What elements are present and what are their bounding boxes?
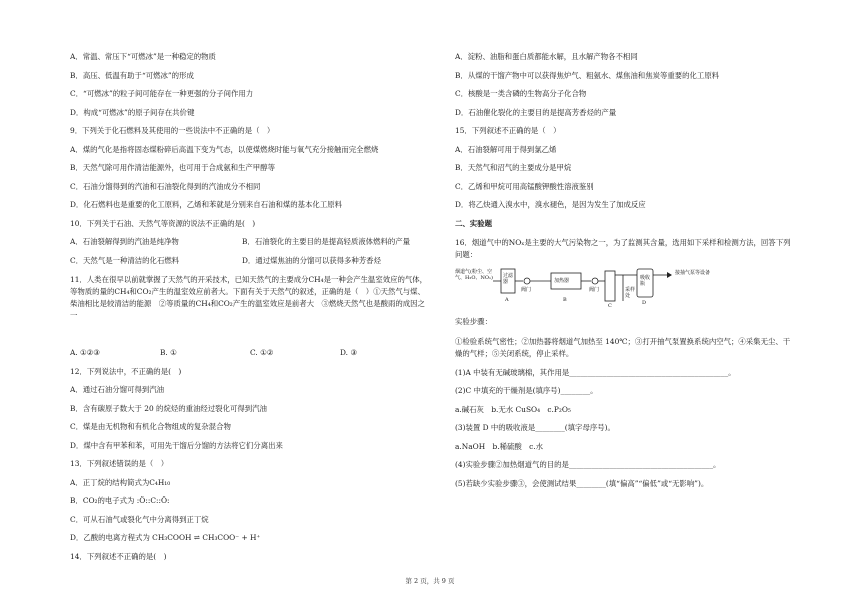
q10-stem: 10．下列关于石油、天然气等资源的说法不正确的是( ) — [70, 218, 256, 228]
q16-part-2-options: a.碱石灰 b.无水 CuSO₄ c.P₂O₅ — [455, 404, 571, 414]
q8-option-c: C．“可燃冰”的粒子间可能存在一种更强的分子间作用力 — [70, 89, 254, 98]
q13-option-c: C．可从石油气或裂化气中分离得到正丁烷 — [70, 514, 209, 524]
right-column — [455, 52, 795, 497]
q11-stem: 11．人类在很早以前就掌握了天然气的开采技术，已知天然气的主要成分CH₄是一种会产生温室效应的气体，等物质的量的CH₄和CO₂产生的温室效应前者大。下面有关于天然气的叙述，正确的是（ ）①天然气与煤、柴油相比是较清洁的能源 ②等质量的CH₄和CO₂产生的温室效应是前者大 ③燃烧天然气也是酸雨的成因之一 — [70, 275, 428, 320]
diagram-heater-label: 加热器 — [554, 278, 570, 284]
q16-part-3: (3)装置 D 中的吸收液是________(填字母序号)。 — [455, 423, 615, 432]
q11-option-a: A. ①②③ — [70, 348, 100, 357]
section-heading: 二、实验题 — [455, 218, 492, 228]
q12-option-a: A．通过石油分馏可得到汽油 — [70, 385, 165, 394]
diagram-gas-label: 烟道气(粉尘、空气、H₂O、NOₓ) — [455, 269, 494, 281]
page-footer: 第 2 页，共 9 页 — [405, 577, 455, 585]
q16-part-2: (2)C 中填充的干燥剂是(填序号)________。 — [455, 386, 598, 395]
q10-option-d: D．通过煤焦油的分馏可以获得多种芳香烃 — [242, 255, 381, 265]
diagram-sampling-label: 采样处 — [625, 287, 636, 299]
diagram-valve-2-label: 阀门 — [589, 287, 600, 293]
q14-stem: 14．下列叙述不正确的是( ) — [70, 551, 167, 561]
q14-option-c: C．核酸是一类含磷的生物高分子化合物 — [455, 89, 587, 98]
apparatus-diagram — [455, 265, 795, 311]
q9-stem: 9．下列关于化石燃料及其使用的一些说法中不正确的是（ ） — [70, 126, 275, 135]
q15-option-c: C．乙烯和甲烷可用高锰酸钾酸性溶液鉴别 — [455, 181, 594, 191]
q8-option-d: D．构成“可燃冰”的原子间存在共价键 — [70, 107, 195, 117]
q13-option-b: B．CO₂的电子式为 :Ö::C::Ö: — [70, 496, 170, 505]
q13-stem: 13．下列叙述错误的是（ ） — [70, 459, 169, 468]
q11-options — [70, 348, 430, 367]
q14-option-a: A．淀粉、油脂和蛋白质都能水解，且水解产物各不相同 — [455, 52, 638, 61]
diagram-absorb-label: 吸收瓶 — [640, 275, 651, 287]
q11-option-d: D. ③ — [340, 348, 357, 357]
q10-option-a: A．石油裂解得到的汽油是纯净物 — [70, 237, 179, 246]
q16-part-5: (5)若缺少实验步骤③，会使测试结果________(填“偏高”“偏低”或“无影响”)。 — [455, 478, 709, 488]
diagram-pump-label: 接抽气泵等设备 — [675, 270, 711, 276]
valve-1-icon — [524, 278, 530, 284]
diagram-valve-1-label: 阀门 — [521, 287, 532, 293]
q8-option-a: A．常温、常压下“可燃冰”是一种稳定的物质 — [70, 52, 216, 61]
q11-option-c: C. ①② — [250, 348, 274, 357]
q10-options-row-2 — [70, 256, 430, 275]
valve-2-icon — [592, 278, 598, 284]
q16-stem: 16．烟道气中的NOₓ是主要的大气污染物之一，为了监测其含量，选用如下采样和检测方法，回答下列问题： — [455, 238, 791, 259]
steps-text: ①检验系统气密性；②加热器将烟道气加热至 140℃；③打开抽气泵置换系统内空气；④采集无尘、干燥的气样；⑤关闭系统，停止采样。 — [455, 336, 791, 358]
q15-stem: 15．下列叙述不正确的是（ ） — [455, 126, 561, 135]
diagram-label-d: D — [642, 300, 647, 306]
q15-option-a: A．石油裂解可用于得到氯乙烯 — [455, 144, 557, 154]
q16-part-3-options: a.NaOH b.稀硫酸 c.水 — [455, 441, 544, 451]
diagram-label-c: C — [608, 303, 612, 309]
q8-option-b: B．高压、低温有助于“可燃冰”的形成 — [70, 70, 194, 80]
q13-option-d: D．乙酸的电离方程式为 CH₃COOH ⇌ CH₃COO⁻ + H⁺ — [70, 533, 261, 542]
q12-option-b: B．含有碳原子数大于 20 的烷烃的重油经过裂化可得到汽油 — [70, 403, 267, 413]
q9-option-a: A．煤的气化是指将固态煤粉碎后高温下变为气态，以使煤燃烧时能与氧气充分接触而完全燃烧 — [70, 144, 379, 154]
q9-option-c: C．石油分馏得到的汽油和石油裂化得到的汽油成分不相同 — [70, 181, 261, 191]
steps-heading: 实验步骤： — [455, 317, 492, 326]
left-column — [70, 52, 430, 570]
q13-option-a: A．正丁烷的结构简式为C₄H₁₀ — [70, 477, 171, 487]
drying-tube — [605, 271, 615, 301]
q11-option-b: B. ① — [160, 348, 177, 357]
q15-option-b: B．天然气和沼气的主要成分是甲烷 — [455, 163, 572, 172]
q9-option-b: B．天然气除可用作清洁能源外，也可用于合成氨和生产甲醇等 — [70, 163, 275, 172]
diagram-label-b: B — [563, 297, 567, 303]
diagram-filter-label: 过滤器 — [503, 273, 514, 285]
q10-options-row-1 — [70, 237, 430, 256]
q14-option-b: B．从煤的干馏产物中可以获得焦炉气、粗氨水、煤焦油和焦炭等重要的化工原料 — [455, 70, 720, 80]
q12-option-d: D．煤中含有甲苯和苯，可用先干馏后分馏的方法将它们分离出来 — [70, 440, 283, 450]
q12-option-c: C．煤是由无机物和有机化合物组成的复杂混合物 — [70, 422, 231, 431]
q10-option-b: B．石油裂化的主要目的是提高轻质液体燃料的产量 — [242, 237, 411, 246]
q15-option-d: D．将乙炔通入溴水中，溴水褪色，是因为发生了加成反应 — [455, 200, 646, 209]
q16-part-4: (4)实验步骤②加热烟道气的目的是_______________________________________。 — [455, 460, 721, 469]
q12-stem: 12．下列说法中，不正确的是( ) — [70, 366, 182, 376]
q14-option-d: D．石油催化裂化的主要目的是提高芳香烃的产量 — [455, 107, 617, 117]
q10-option-c: C．天然气是一种清洁的化石燃料 — [70, 255, 180, 265]
diagram-label-a: A — [505, 297, 509, 303]
q16-part-1: (1)A 中装有无碱玻璃棉，其作用是___________________________________________。 — [455, 367, 736, 377]
q9-option-d: D．化石燃料也是重要的化工原料，乙烯和苯就是分别来自石油和煤的基本化工原料 — [70, 200, 342, 209]
